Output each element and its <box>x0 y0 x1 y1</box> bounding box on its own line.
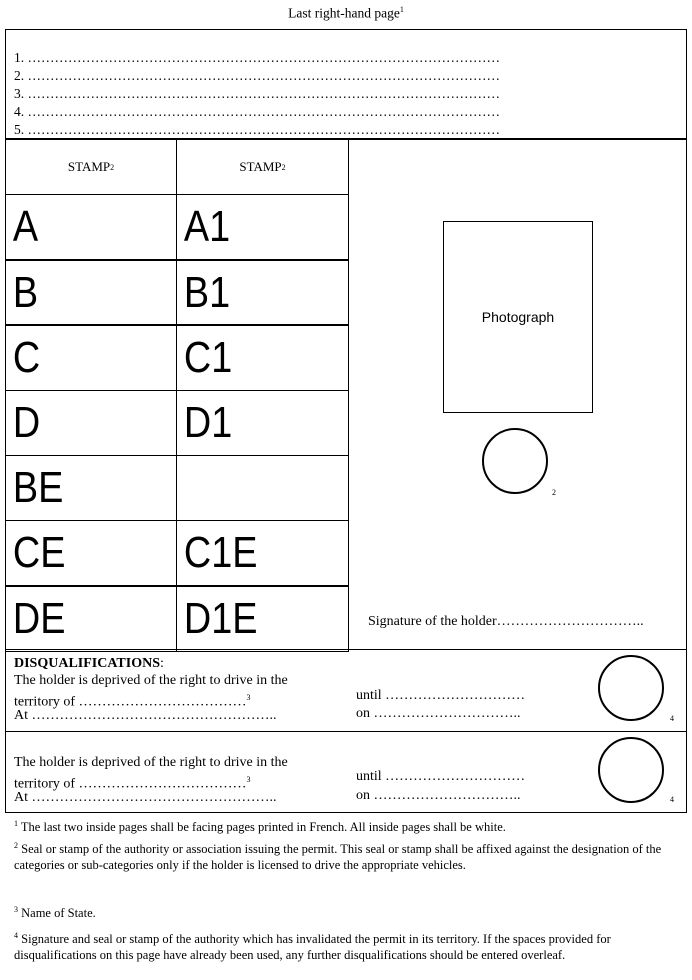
at-field[interactable]: At …………………………………………….. <box>14 790 277 805</box>
category-cell[interactable] <box>5 585 177 652</box>
category-cell[interactable] <box>5 259 177 326</box>
category-label: D <box>12 397 41 447</box>
seal-note: 2 <box>552 488 556 497</box>
at-field[interactable]: At …………………………………………….. <box>14 708 277 723</box>
numbered-line[interactable]: 2. …………………………………………………………………………………………… <box>14 68 500 83</box>
authority-seal-circle <box>598 737 664 803</box>
on-field[interactable]: on ………………………….. <box>356 788 521 803</box>
category-cell[interactable] <box>176 585 349 652</box>
territory-field[interactable]: territory of ………………………………$^3$ <box>14 775 251 792</box>
category-cell[interactable] <box>176 194 349 261</box>
category-cell[interactable] <box>5 390 177 457</box>
until-field[interactable]: until ………………………… <box>356 688 526 703</box>
category-label: DE <box>12 593 66 643</box>
seal-note: 4 <box>670 714 674 723</box>
category-label: A1 <box>183 202 231 252</box>
seal-circle <box>482 428 548 494</box>
category-label: C1 <box>183 332 233 382</box>
numbered-line[interactable]: 3. …………………………………………………………………………………………… <box>14 86 500 101</box>
numbered-line[interactable]: 1. …………………………………………………………………………………………… <box>14 50 500 65</box>
category-label: C1E <box>183 528 258 578</box>
category-label: A <box>12 202 39 252</box>
category-cell[interactable] <box>5 455 177 522</box>
category-label: B1 <box>183 267 231 317</box>
deprived-text: The holder is deprived of the right to drive in the <box>14 755 288 770</box>
footnote-2: $^2$ Seal or stamp of the authority or association issuing the permit. This seal or stamp shall be affixed against the designation of the categories or sub-categories only if the holder is licensed to drive the appropriate vehicles. <box>14 841 662 873</box>
authority-seal-circle <box>598 655 664 721</box>
category-label: C <box>12 332 41 382</box>
disqualifications-heading: DISQUALIFICATIONS: <box>14 656 164 671</box>
signature-line[interactable]: Signature of the holder………………………….. <box>368 614 644 629</box>
category-label: CE <box>12 528 66 578</box>
category-label: D1E <box>183 593 258 643</box>
deprived-text: The holder is deprived of the right to drive in the <box>14 673 288 688</box>
numbered-line[interactable]: 4. …………………………………………………………………………………………… <box>14 104 500 119</box>
category-cell[interactable] <box>176 259 349 326</box>
page-title: Last right-hand page$^1$ <box>288 5 404 21</box>
seal-note: 4 <box>670 795 674 804</box>
footnote-1: $^1$ The last two inside pages shall be facing pages printed in French. All inside pages shall be white. <box>14 819 506 835</box>
stamp-header-1: STAMP 2 <box>5 139 177 195</box>
on-field[interactable]: on ………………………….. <box>356 706 521 721</box>
photograph-box: Photograph <box>443 221 593 413</box>
category-cell[interactable] <box>5 324 177 391</box>
territory-field[interactable]: territory of ………………………………$^3$ <box>14 693 251 710</box>
category-label: D1 <box>183 397 233 447</box>
numbered-line[interactable]: 5. …………………………………………………………………………………………… <box>14 122 500 137</box>
category-cell[interactable] <box>176 520 349 587</box>
category-label <box>177 456 324 521</box>
category-cell[interactable] <box>176 324 349 391</box>
footnote-4: $^4$ Signature and seal or stamp of the authority which has invalidated the permit in its territory. If the spaces provided for disqualifications on this page have already been used, any further disqualifications should be entered overleaf. <box>14 931 611 963</box>
stamp-header-2: STAMP 2 <box>176 139 349 195</box>
category-cell[interactable] <box>5 520 177 587</box>
category-label: BE <box>12 463 64 513</box>
category-cell[interactable] <box>5 194 177 261</box>
footnote-3: $^3$ Name of State. <box>14 905 96 921</box>
category-cell[interactable] <box>176 390 349 457</box>
category-cell[interactable] <box>176 455 349 522</box>
category-label: B <box>12 267 39 317</box>
numbered-lines-box <box>5 29 687 139</box>
until-field[interactable]: until ………………………… <box>356 769 526 784</box>
